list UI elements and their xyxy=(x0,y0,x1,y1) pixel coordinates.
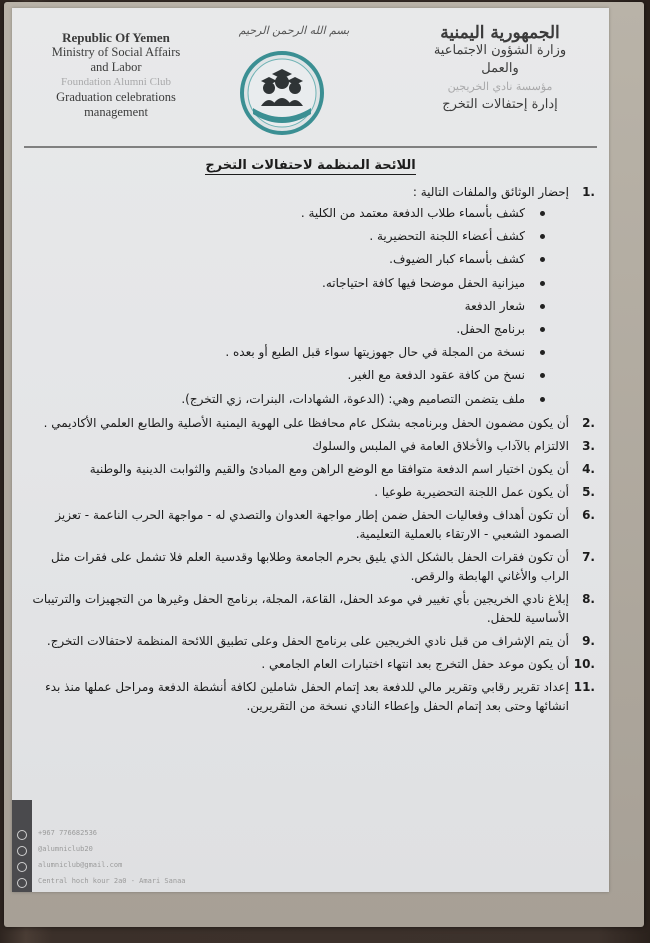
bullet-item: كشف بأسماء كبار الضيوف. xyxy=(26,248,529,271)
item-number: 10. xyxy=(573,656,595,671)
document-bullet-list xyxy=(26,202,569,411)
footer-social: @alumniclub20 xyxy=(38,845,93,853)
item-number: 7. xyxy=(582,549,595,564)
regulation-item xyxy=(26,678,595,716)
item-text: إعداد تقرير رقابي وتقرير مالي للدفعة بعد إتمام الحفل شاملين لكافة أنشطة الدفعة ومراحل عملها منذ بدء انشائها وحتى بعد إتمام الحفل وإعطاء النادي نسخة من التقريرين. xyxy=(45,679,569,713)
graduates-logo-icon xyxy=(239,50,325,136)
bullet-item: شعار الدفعة xyxy=(26,295,529,318)
bullet-item: ميزانية الحفل موضحا فيها كافة احتياجاته. xyxy=(26,272,529,295)
regulation-list xyxy=(26,183,595,716)
item-text: أن يتم الإشراف من قبل نادي الخريجين على برنامج الحفل وعلى تطبيق اللائحة المنظمة لاحتفالات التخرج. xyxy=(46,633,569,648)
item-number: 4. xyxy=(582,461,595,476)
regulation-item xyxy=(26,483,595,502)
item-number: 8. xyxy=(582,591,595,606)
item-text: إبلاغ نادي الخريجين بأي تغيير في موعد الحفل، القاعة، المجلة، برنامج الحفل وغيرها من التجهيزات والترتيبات الأساسية للحفل. xyxy=(32,591,569,625)
footer-email: alumniclub@gmail.com xyxy=(38,861,123,869)
item-number: 5. xyxy=(582,484,595,499)
header-ar-line: الجمهورية اليمنية xyxy=(440,23,560,43)
regulation-item xyxy=(26,414,595,433)
header-en-line: Ministry of Social Affairs xyxy=(51,45,181,59)
bullet-item: نسخ من كافة عقود الدفعة مع الغير. xyxy=(26,364,529,387)
regulation-item xyxy=(26,632,595,651)
regulation-item xyxy=(26,548,595,586)
header-divider xyxy=(24,146,597,148)
item-text: أن يكون عمل اللجنة التحضيرية طوعيا . xyxy=(374,484,569,499)
item-text: إحضار الوثائق والملفات التالية : xyxy=(412,185,569,199)
header-ar-line: مؤسسة نادي الخريجين xyxy=(447,80,553,93)
header-ar-line: إدارة إحتفالات التخرج xyxy=(442,97,558,112)
document-title-text: اللائحة المنظمة لاحتفالات التخرج xyxy=(205,158,416,173)
document-page xyxy=(12,8,609,892)
item-text: أن يكون مضمون الحفل وبرنامجه بشكل عام محافظا على الهوية اليمنية الأصلية والطابع العلمي الأكاديمي . xyxy=(43,415,569,430)
header-ar-line: والعمل xyxy=(481,61,519,76)
header-english xyxy=(26,30,206,120)
header-en-line: Graduation celebrations xyxy=(56,90,176,104)
bullet-item: كشف بأسماء طلاب الدفعة معتمد من الكلية . xyxy=(26,202,529,225)
regulation-item xyxy=(26,655,595,674)
bullet-item: ملف يتضمن التصاميم وهي: (الدعوة، الشهادات، البنرات، زي التخرج). xyxy=(26,388,529,411)
header-en-line: Foundation Alumni Club xyxy=(60,76,171,88)
document-title xyxy=(12,158,609,173)
header-arabic xyxy=(405,24,595,114)
header-en-line: Republic Of Yemen xyxy=(62,30,170,45)
item-number: 11. xyxy=(573,679,595,694)
telegram-icon xyxy=(17,846,27,856)
item-number: 6. xyxy=(582,507,595,522)
basmala: بسم الله الرحمن الرحيم xyxy=(238,24,350,37)
regulation-item xyxy=(26,183,595,411)
item-number: 9. xyxy=(582,633,595,648)
item-text: الالتزام بالآداب والأخلاق العامة في الملبس والسلوك xyxy=(312,438,569,453)
bullet-item: برنامج الحفل. xyxy=(26,318,529,341)
phone-icon xyxy=(17,830,27,840)
regulation-item xyxy=(26,506,595,544)
item-number: 2. xyxy=(582,415,595,430)
regulation-item xyxy=(26,460,595,479)
footer-address: Central hoch kour 2a0 - Amari Sanaa xyxy=(38,877,186,885)
item-number: 3. xyxy=(582,438,595,453)
regulation-item xyxy=(26,590,595,628)
item-text: أن يكون اختيار اسم الدفعة متوافقا مع الوضع الراهن ومع المبادئ والقيم والثوابت الدينية والوطنية xyxy=(89,461,569,476)
header-ar-line: وزارة الشؤون الاجتماعية xyxy=(433,43,567,58)
item-text: أن تكون أهداف وفعاليات الحفل ضمن إطار مواجهة العدوان والتصدي له - مواجهة الحرب الناعمة - تعزيز الصمود الشعبي - الارتقاء بالعملية التعليمية. xyxy=(55,507,569,541)
item-text: أن تكون فقرات الحفل بالشكل الذي يليق بحرم الجامعة وطلابها وقدسية العلم فلا تشمل على فقرات مثل الراب والأغاني الهابطة والرقص. xyxy=(51,549,569,583)
bullet-item: نسخة من المجلة في حال جهوزيتها سواء قبل الطبع أو بعده . xyxy=(26,341,529,364)
location-icon xyxy=(17,878,27,888)
item-text: أن يكون موعد حفل التخرج بعد انتهاء اختبارات العام الجامعي . xyxy=(261,656,569,671)
regulation-item xyxy=(26,437,595,456)
item-number: 1. xyxy=(582,185,595,199)
footer-phone: +967 776682536 xyxy=(38,829,98,837)
header-en-line: and Labor xyxy=(90,60,142,74)
header-en-line: management xyxy=(84,105,148,119)
bullet-item: كشف أعضاء اللجنة التحضيرية . xyxy=(26,225,529,248)
email-icon xyxy=(17,862,27,872)
footer-contact-strip xyxy=(12,800,32,892)
